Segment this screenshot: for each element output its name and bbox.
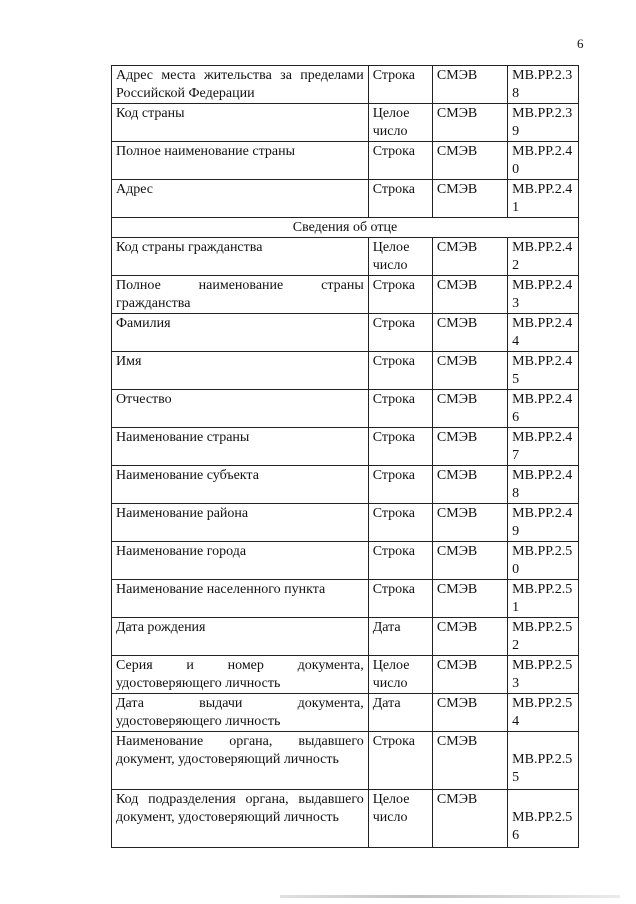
field-system-cell: СМЭВ: [432, 142, 507, 180]
field-type-cell: Целое число: [368, 790, 432, 848]
field-type-cell: Строка: [368, 142, 432, 180]
field-type-cell: Строка: [368, 276, 432, 314]
table-body-top: [112, 66, 579, 218]
field-code-cell: МВ.РР.2.55: [508, 732, 579, 790]
field-name-cell: Дата выдачи документа, удостоверяющего личность: [112, 694, 369, 732]
field-name-cell: Адрес места жительства за пределами Российской Федерации: [112, 66, 369, 104]
field-code-cell: МВ.РР.2.48: [508, 466, 579, 504]
field-code-cell: МВ.РР.2.44: [508, 314, 579, 352]
table-row: [112, 542, 579, 580]
field-type-cell: Строка: [368, 66, 432, 104]
table-row: [112, 352, 579, 390]
field-code-cell: МВ.РР.2.54: [508, 694, 579, 732]
table-row: [112, 180, 579, 218]
table-row: [112, 618, 579, 656]
table-row: [112, 238, 579, 276]
table-row: [112, 428, 579, 466]
field-system-cell: СМЭВ: [432, 790, 507, 848]
field-type-cell: Строка: [368, 732, 432, 790]
field-name-cell: Полное наименование страны гражданства: [112, 276, 369, 314]
attributes-table: [111, 65, 579, 848]
table-row: [112, 104, 579, 142]
field-type-cell: Дата: [368, 618, 432, 656]
field-type-cell: Целое число: [368, 656, 432, 694]
field-code-cell: МВ.РР.2.46: [508, 390, 579, 428]
table-row: [112, 504, 579, 542]
field-name-cell: Наименование города: [112, 542, 369, 580]
field-name-cell: Адрес: [112, 180, 369, 218]
field-name-cell: Дата рождения: [112, 618, 369, 656]
field-code-cell: МВ.РР.2.47: [508, 428, 579, 466]
table-row: [112, 390, 579, 428]
table-row: [112, 66, 579, 104]
table-row: [112, 580, 579, 618]
field-name-cell: Наименование населенного пункта: [112, 580, 369, 618]
table-row: [112, 466, 579, 504]
table-row: [112, 694, 579, 732]
field-name-cell: Отчество: [112, 390, 369, 428]
field-type-cell: Строка: [368, 542, 432, 580]
field-system-cell: СМЭВ: [432, 656, 507, 694]
field-type-cell: Дата: [368, 694, 432, 732]
table-section: [112, 218, 579, 238]
table-row: [112, 276, 579, 314]
field-system-cell: СМЭВ: [432, 732, 507, 790]
field-code-cell: МВ.РР.2.51: [508, 580, 579, 618]
field-name-cell: Имя: [112, 352, 369, 390]
field-type-cell: Строка: [368, 180, 432, 218]
field-code-cell: МВ.РР.2.43: [508, 276, 579, 314]
field-type-cell: Строка: [368, 504, 432, 542]
section-row: [112, 218, 579, 238]
field-type-cell: Строка: [368, 466, 432, 504]
table-body-bottom: [112, 238, 579, 848]
field-system-cell: СМЭВ: [432, 66, 507, 104]
field-system-cell: СМЭВ: [432, 390, 507, 428]
field-system-cell: СМЭВ: [432, 314, 507, 352]
field-name-cell: Код подразделения органа, выдавшего документ, удостоверяющий личность: [112, 790, 369, 848]
field-code-cell: МВ.РР.2.50: [508, 542, 579, 580]
field-type-cell: Строка: [368, 390, 432, 428]
field-type-cell: Строка: [368, 580, 432, 618]
field-code-cell: МВ.РР.2.53: [508, 656, 579, 694]
field-code-cell: МВ.РР.2.40: [508, 142, 579, 180]
field-code-cell: МВ.РР.2.38: [508, 66, 579, 104]
field-system-cell: СМЭВ: [432, 428, 507, 466]
field-name-cell: Полное наименование страны: [112, 142, 369, 180]
field-name-cell: Наименование органа, выдавшего документ, удостоверяющий личность: [112, 732, 369, 790]
field-system-cell: СМЭВ: [432, 180, 507, 218]
section-title: Сведения об отце: [112, 218, 579, 238]
table-row: [112, 142, 579, 180]
field-type-cell: Строка: [368, 314, 432, 352]
field-system-cell: СМЭВ: [432, 694, 507, 732]
field-code-cell: МВ.РР.2.39: [508, 104, 579, 142]
field-name-cell: Наименование субъекта: [112, 466, 369, 504]
field-type-cell: Строка: [368, 352, 432, 390]
field-code-cell: МВ.РР.2.49: [508, 504, 579, 542]
field-type-cell: Целое число: [368, 238, 432, 276]
page-number: 6: [577, 36, 584, 51]
field-code-cell: МВ.РР.2.52: [508, 618, 579, 656]
field-system-cell: СМЭВ: [432, 352, 507, 390]
field-code-cell: МВ.РР.2.56: [508, 790, 579, 848]
field-system-cell: СМЭВ: [432, 276, 507, 314]
field-code-cell: МВ.РР.2.45: [508, 352, 579, 390]
field-name-cell: Код страны: [112, 104, 369, 142]
field-name-cell: Фамилия: [112, 314, 369, 352]
field-type-cell: Строка: [368, 428, 432, 466]
field-system-cell: СМЭВ: [432, 238, 507, 276]
table-row: [112, 732, 579, 790]
field-system-cell: СМЭВ: [432, 104, 507, 142]
table-row: [112, 314, 579, 352]
field-system-cell: СМЭВ: [432, 504, 507, 542]
field-name-cell: Наименование района: [112, 504, 369, 542]
field-code-cell: МВ.РР.2.41: [508, 180, 579, 218]
field-code-cell: МВ.РР.2.42: [508, 238, 579, 276]
table-row: [112, 790, 579, 848]
field-system-cell: СМЭВ: [432, 466, 507, 504]
field-type-cell: Целое число: [368, 104, 432, 142]
scan-artifact: [280, 895, 620, 898]
field-system-cell: СМЭВ: [432, 542, 507, 580]
field-name-cell: Серия и номер документа, удостоверяющего личность: [112, 656, 369, 694]
field-name-cell: Наименование страны: [112, 428, 369, 466]
table-row: [112, 656, 579, 694]
field-name-cell: Код страны гражданства: [112, 238, 369, 276]
field-system-cell: СМЭВ: [432, 618, 507, 656]
field-system-cell: СМЭВ: [432, 580, 507, 618]
